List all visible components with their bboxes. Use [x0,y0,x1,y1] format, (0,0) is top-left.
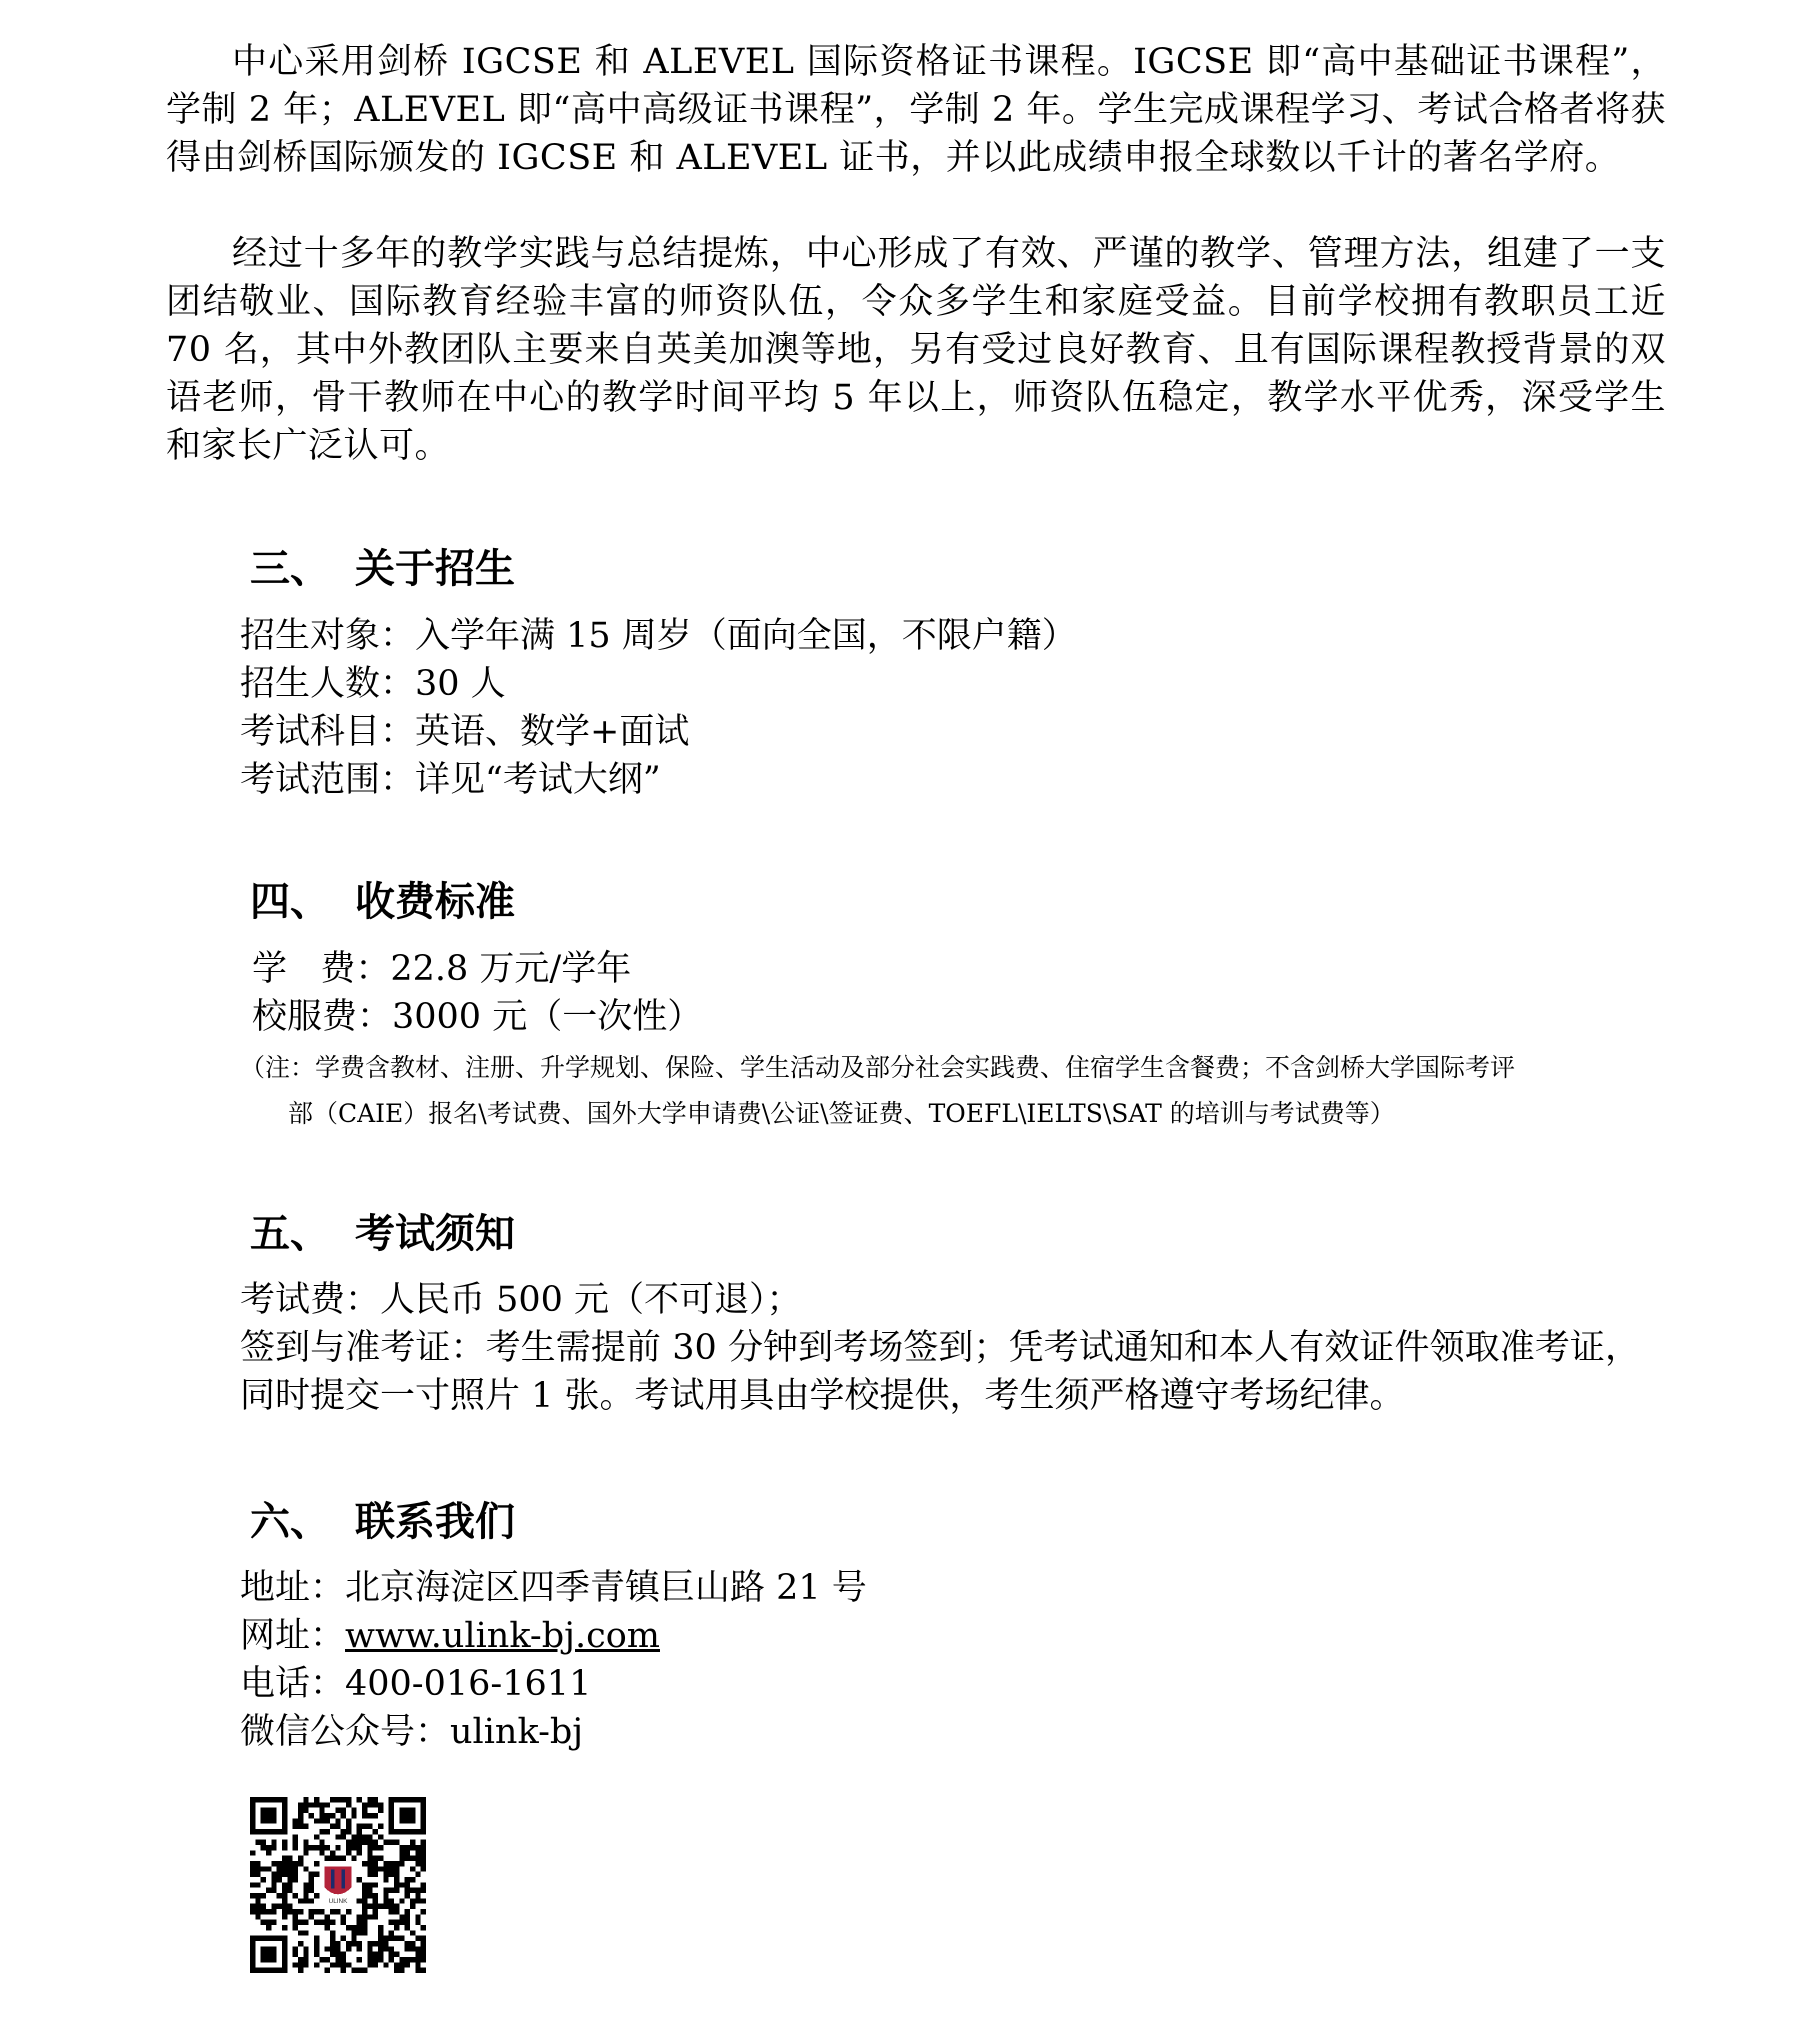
contact-heading [250,1490,515,1547]
contact-website-label: 网址： [240,1616,346,1656]
exam-heading [250,1202,515,1259]
fees-heading [250,870,515,927]
fees-heading-title: 收费标准 [355,879,515,925]
intro-paragraph-1: 中心采用剑桥 IGCSE 和 ALEVEL 国际资格证书课程。IGCSE 即“高中基础证书课程”，学制 2 年；ALEVEL 即“高中高级证书课程”，学制 2 年。学生完成课程学习、考试合格者将获得由剑桥国际颁发的 IGCSE 和 ALEVEL 证书，并以此成绩申报全球数以千计的著名学府。 [166,42,1666,178]
exam-heading-title: 考试须知 [355,1211,515,1257]
admissions-line-target: 招生对象：入学年满 15 周岁（面向全国，不限户籍） [240,616,1077,656]
qr-finder-top-left [250,1797,287,1834]
admissions-heading-title: 关于招生 [355,546,515,592]
fees-note [240,1045,1640,1137]
contact-wechat: 微信公众号：ulink-bj [240,1712,584,1752]
qr-finder-top-right [389,1797,426,1834]
wechat-qr-code [250,1797,426,1973]
admissions-heading [250,537,515,594]
qr-finder-bottom-left [250,1936,287,1973]
qr-logo-text: ULINK [328,1898,348,1906]
fees-heading-number: 四、 [250,879,330,925]
admissions-heading-number: 三、 [250,546,330,592]
admissions-line-scope: 考试范围：详见“考试大纲” [240,760,661,800]
fees-note-line-1: （注：学费含教材、注册、升学规划、保险、学生活动及部分社会实践费、住宿学生含餐费；不含剑桥大学国际考评 [240,1053,1516,1082]
ulink-logo-icon [319,1864,356,1907]
exam-checkin: 签到与准考证：考生需提前 30 分钟到考场签到；凭考试通知和本人有效证件领取准考证，同时提交一寸照片 1 张。考试用具由学校提供，考生须严格遵守考场纪律。 [240,1328,1640,1416]
contact-phone: 电话：400-016-1611 [240,1664,592,1704]
contact-heading-number: 六、 [250,1499,330,1545]
fees-tuition: 学 费：22.8 万元/学年 [252,949,632,989]
exam-heading-number: 五、 [250,1211,330,1257]
admissions-line-count: 招生人数：30 人 [240,664,506,704]
fees-uniform: 校服费：3000 元（一次性） [252,997,703,1037]
contact-website [240,1612,660,1660]
admissions-line-subjects: 考试科目：英语、数学+面试 [240,712,690,752]
intro-paragraph-2: 经过十多年的教学实践与总结提炼，中心形成了有效、严谨的教学、管理方法，组建了一支团结敬业、国际教育经验丰富的师资队伍，令众多学生和家庭受益。目前学校拥有教职员工近 70 名，其中外教团队主要来自英美加澳等地，另有受过良好教育、且有国际课程教授背景的双语老师，骨干教师在中心的教学时间平均 5 年以上，师资队伍稳定，教学水平优秀，深受学生和家长广泛认可。 [166,234,1666,466]
contact-website-link[interactable]: www.ulink-bj.com [345,1616,660,1656]
contact-heading-title: 联系我们 [355,1499,515,1545]
exam-fee: 考试费：人民币 500 元（不可退）； [240,1280,802,1320]
fees-note-line-2: 部（CAIE）报名\考试费、国外大学申请费\公证\签证费、TOEFL\IELTS\SAT 的培训与考试费等） [288,1099,1395,1128]
contact-address: 地址：北京海淀区四季青镇巨山路 21 号 [240,1568,867,1608]
